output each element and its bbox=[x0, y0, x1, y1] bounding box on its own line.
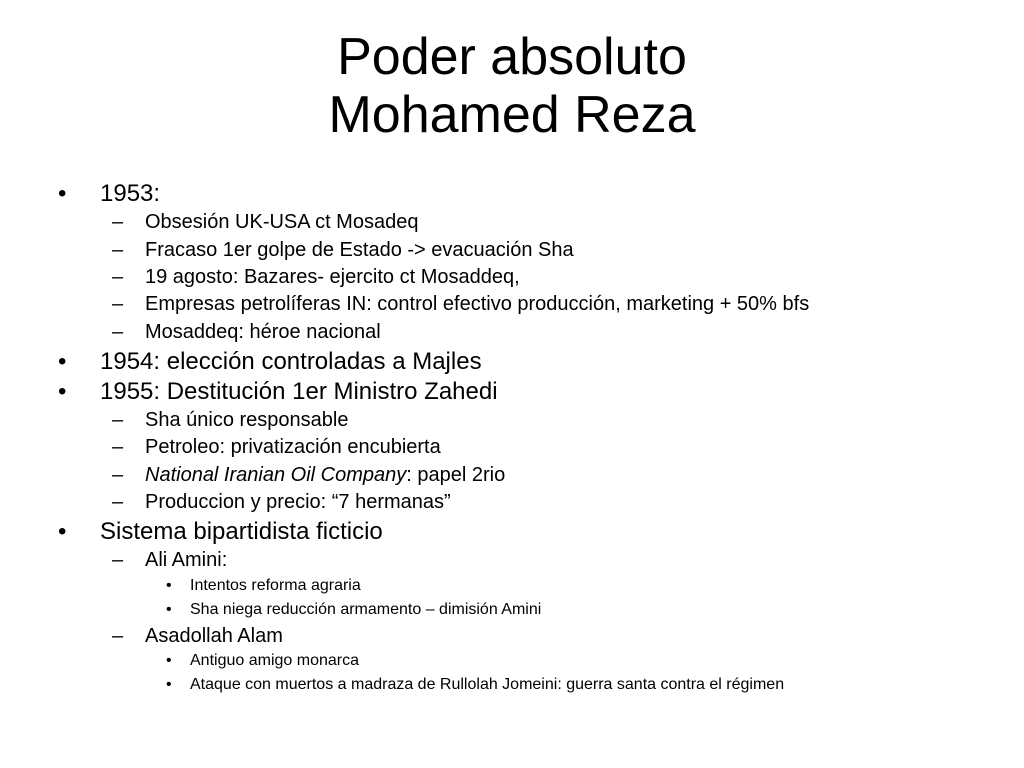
dash-marker: – bbox=[112, 409, 124, 431]
dash-marker: – bbox=[112, 239, 124, 261]
list-item-text: Sha niega reducción armamento – dimisión Amini bbox=[190, 601, 542, 618]
bullet-marker: • bbox=[166, 577, 172, 594]
bullet-marker: • bbox=[58, 180, 67, 207]
list-item-text: Asadollah Alam bbox=[145, 625, 283, 647]
bullet-marker: • bbox=[58, 378, 67, 405]
list-item-text: Petroleo: privatización encubierta bbox=[145, 436, 441, 458]
dash-marker: – bbox=[112, 293, 124, 315]
slide-title-line-2: Mohamed Reza bbox=[328, 86, 696, 144]
dash-marker: – bbox=[112, 491, 124, 513]
list-item-text: Produccion y precio: “7 hermanas” bbox=[145, 491, 451, 513]
company-name: National Iranian Oil Company bbox=[145, 464, 407, 486]
list-item-text: Mosaddeq: héroe nacional bbox=[145, 321, 381, 343]
bullet-marker: • bbox=[166, 676, 172, 693]
list-item-text: Empresas petrolíferas IN: control efectivo producción, marketing + 50% bfs bbox=[145, 293, 810, 315]
list-item-text: 1953: bbox=[100, 180, 161, 207]
dash-marker: – bbox=[112, 436, 124, 458]
list-item-text: Ataque con muertos a madraza de Rullolah Jomeini: guerra santa contra el régimen bbox=[190, 676, 785, 693]
dash-marker: – bbox=[112, 464, 124, 486]
list-item-text: Ali Amini: bbox=[145, 549, 228, 571]
list-item-text: 19 agosto: Bazares- ejercito ct Mosaddeq, bbox=[145, 266, 520, 288]
list-item-text: 1955: Destitución 1er Ministro Zahedi bbox=[100, 378, 498, 405]
slide-title bbox=[0, 28, 1024, 144]
list-item-text bbox=[145, 463, 505, 487]
list-item-text: Sistema bipartidista ficticio bbox=[100, 518, 383, 545]
list-item-text: Sha único responsable bbox=[145, 409, 349, 431]
list-item-text: 1954: elección controladas a Majles bbox=[100, 348, 482, 375]
dash-marker: – bbox=[112, 211, 124, 233]
dash-marker: – bbox=[112, 266, 124, 288]
company-note: : papel 2rio bbox=[406, 464, 506, 486]
dash-marker: – bbox=[112, 625, 124, 647]
bullet-marker: • bbox=[58, 518, 67, 545]
dash-marker: – bbox=[112, 321, 124, 343]
slide-title-line-1: Poder absoluto bbox=[337, 28, 687, 86]
list-item-text: Intentos reforma agraria bbox=[190, 577, 361, 594]
list-item-text: Fracaso 1er golpe de Estado -> evacuación Sha bbox=[145, 239, 574, 261]
list-item-text: Antiguo amigo monarca bbox=[190, 652, 359, 669]
bullet-marker: • bbox=[58, 348, 67, 375]
bullet-marker: • bbox=[166, 652, 172, 669]
list-item-text: Obsesión UK-USA ct Mosadeq bbox=[145, 211, 419, 233]
dash-marker: – bbox=[112, 549, 124, 571]
bullet-marker: • bbox=[166, 601, 172, 618]
